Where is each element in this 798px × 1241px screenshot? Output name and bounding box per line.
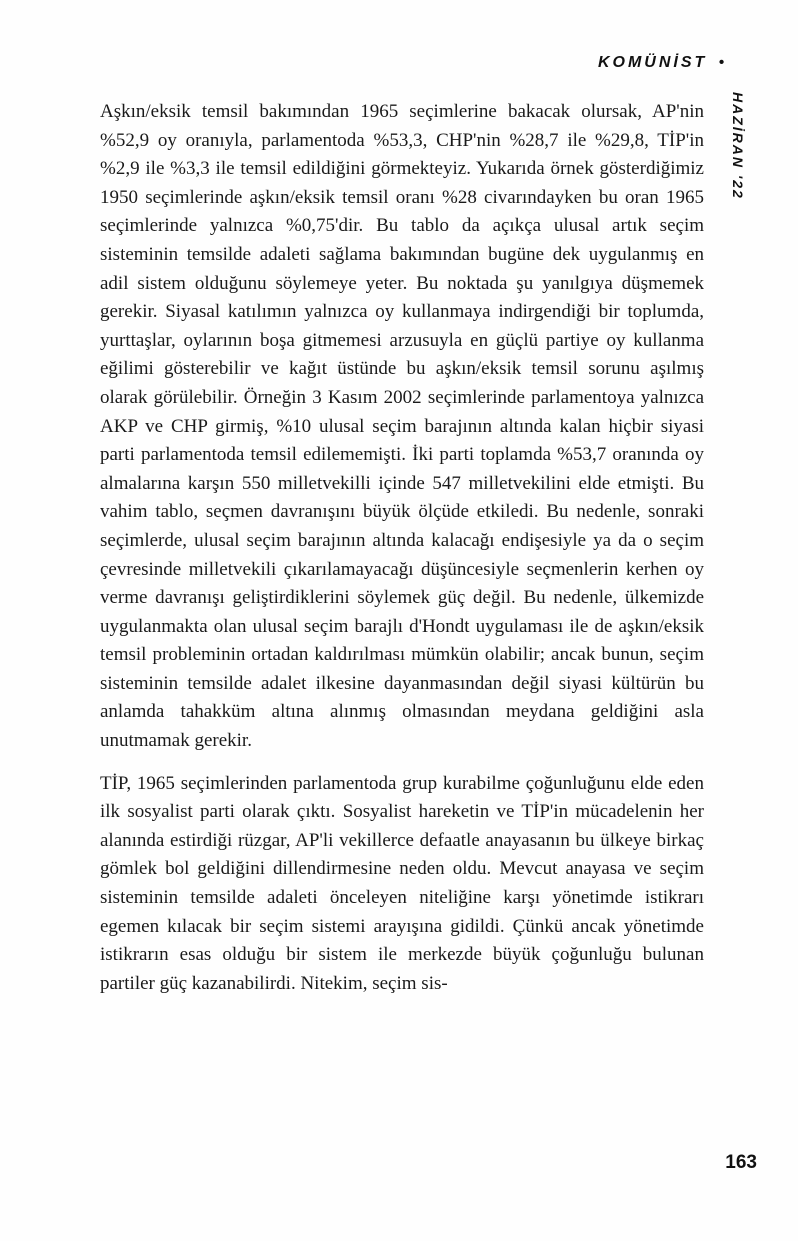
issue-date-vertical: HAZİRAN '22 — [730, 92, 746, 200]
bullet-separator: • — [718, 54, 724, 71]
magazine-title: KOMÜNİST — [597, 54, 708, 71]
body-paragraph: TİP, 1965 seçimlerinden parlamentoda grup kurabilme çoğunluğunu elde eden ilk sosyalist parti olarak çıktı. Sosyalist hareketin ve TİP'in mücadelenin her alanında estirdiği rüzgar, AP'li vekillerce defaatle anayasanın bu ülkeye birkaç gömlek bol geldiğini dillendirmesine neden oldu. Mevcut anayasa ve seçim sisteminin temsilde adaleti önceleyen niteliğine karşı yönetimde istikrarı egemen kılacak bir seçim sistemi arayışına gidildi. Çünkü ancak yönetimde istikrarın esas olduğu bir sistem ile merkezde büyük çoğunluğu bulunan partiler güç kazanabilirdi. Nitekim, seçim sis- — [100, 772, 704, 994]
page-number: 163 — [725, 1152, 757, 1173]
page-header — [598, 54, 724, 72]
body-paragraph: Aşkın/eksik temsil bakımından 1965 seçimlerine bakacak olursak, AP'nin %52,9 oy oranıyla, parlamentoda %53,3, CHP'nin %28,7 ile %29,8, TİP'in %2,9 ile %3,3 ile temsil edildiğini görmekteyiz. Yukarıda örnek gösterdiğimiz 1950 seçimlerinde aşkın/eksik temsil oranı %28 civarındayken bu oran 1965 seçimlerinde yalnızca %0,75'dir. Bu tablo da açıkça ulusal artık seçim sisteminin temsilde adaleti sağlama bakımından bugüne dek uygulanmış en adil sistem olduğunu söylemeye yeter. Bu noktada şu yanılgıya düşmemek gerekir. Siyasal katılımın yalnızca oy kullanmaya indirgendiği bir toplumda, yurttaşlar, oylarının boşa gitmemesi arzusuyla en güçlü partiye oy kullanma eğilimi gösterebilir ve kağıt üstünde bu aşkın/eksik temsil sorunu aşılmış olarak görülebilir. Örneğin 3 Kasım 2002 seçimlerinde parlamentoya yalnızca AKP ve CHP girmiş, %10 ulusal seçim barajının altında kalan hiçbir siyasi parti parlamentoda temsil edilememişti. İki parti toplamda %53,7 oranında oy almalarına karşın 550 milletvekilli içinde 547 milletvekilini elde etmişti. Bu vahim tablo, seçmen davranışını büyük ölçüde etkiledi. Bu nedenle, sonraki seçimlerde, ulusal seçim barajının altında kalacağı endişesiyle ya da o seçim çevresinde milletvekili çıkarılamayacağı düşüncesiyle seçmenlerin kerhen oy verme davranışı geliştirdiklerini söylemek güç değil. Bu nedenle, ülkemizde uygulanmakta olan ulusal seçim barajlı d'Hondt uygulaması ile de aşkın/eksik temsil probleminin ortadan kaldırılması mümkün olabilir; ancak bunun, seçim sisteminin temsilde adalet ilkesine dayanmasından değil siyasi kültürün bu anlamda tahakküm altına alınmış olmasından meydana geldiğini asla unutmamak gerekir. — [100, 101, 704, 752]
article-body — [100, 98, 704, 998]
